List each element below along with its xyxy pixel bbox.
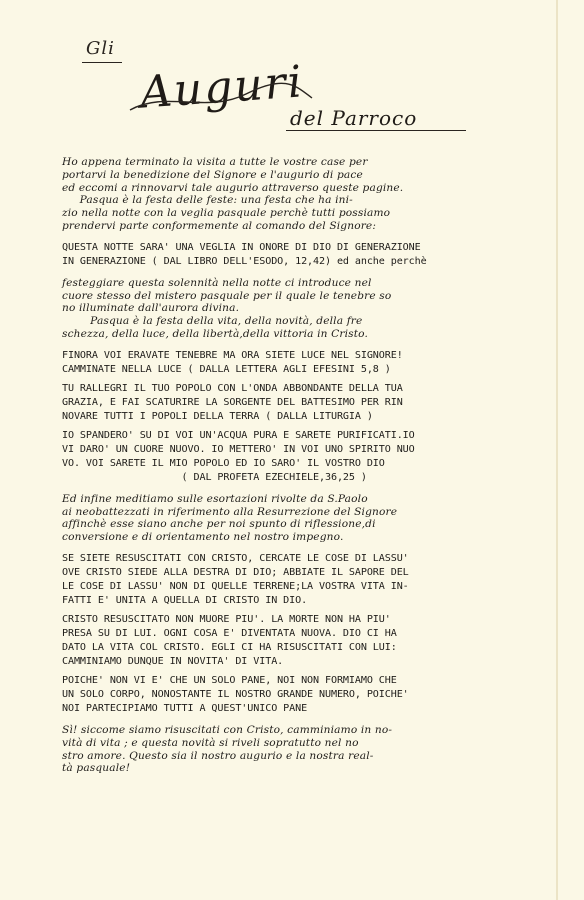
text-line: Sì! siccome siamo risuscitati con Cristo, camminiamo in no-: [62, 723, 393, 736]
text-line: ai neobattezzati in riferimento alla Resurrezione del Signore: [62, 505, 398, 518]
quoted-passage: [62, 349, 532, 485]
letter-paragraph: [62, 493, 532, 544]
text-line: vità di vita ; e questa novità si riveli sopratutto nel no: [62, 736, 359, 749]
pre-title-underline: [82, 62, 122, 63]
text-line: tà pasquale!: [62, 762, 131, 775]
text-line: VI DARO' UN CUORE NUOVO. IO METTERO' IN VOI UNO SPIRITO NUO: [62, 443, 415, 455]
page-title: Auguri: [138, 56, 306, 119]
text-line: CAMMINIAMO DUNQUE IN NOVITA' DI VITA.: [62, 655, 284, 667]
text-line: Pasqua è la festa delle feste: una festa che ha ini-: [62, 194, 353, 207]
text-line: cuore stesso del mistero pasquale per il quale le tenebre so: [62, 289, 392, 302]
text-line: NOVARE TUTTI I POPOLI DELLA TERRA ( DALLA LITURGIA ): [62, 410, 373, 422]
text-line: prendervi parte conformemente al comando del Signore:: [62, 219, 377, 232]
text-line: CRISTO RESUSCITATO NON MUORE PIU'. LA MORTE NON HA PIU': [62, 613, 391, 625]
subtitle-underline: [286, 130, 466, 131]
text-line: FINORA VOI ERAVATE TENEBRE MA ORA SIETE LUCE NEL SIGNORE!: [62, 349, 403, 361]
text-line: CAMMINATE NELLA LUCE ( DALLA LETTERA AGLI EFESINI 5,8 ): [62, 363, 391, 375]
text-line: POICHE' NON VI E' CHE UN SOLO PANE, NOI NON FORMIAMO CHE: [62, 674, 397, 686]
letter-body: [62, 156, 532, 783]
text-line: SE SIETE RESUSCITATI CON CRISTO, CERCATE LE COSE DI LASSU': [62, 552, 409, 564]
text-line: portarvi la benedizione del Signore e l'augurio di pace: [62, 168, 363, 181]
text-line: UN SOLO CORPO, NONOSTANTE IL NOSTRO GRANDE NUMERO, POICHE': [62, 688, 409, 700]
text-line: stro amore. Questo sia il nostro augurio e la nostra real-: [62, 749, 374, 762]
text-line: FATTI E' UNITA A QUELLA DI CRISTO IN DIO.: [62, 594, 308, 606]
text-line: ( DAL PROFETA EZECHIELE,36,25 ): [62, 471, 367, 483]
subtitle: del Parroco: [290, 106, 418, 130]
text-line: PRESA SU DI LUI. OGNI COSA E' DIVENTATA NUOVA. DIO CI HA: [62, 627, 397, 639]
text-line: OVE CRISTO SIEDE ALLA DESTRA DI DIO; ABBIATE IL SAPORE DEL: [62, 566, 409, 578]
text-line: IN GENERAZIONE ( DAL LIBRO DELL'ESODO, 12,42) ed anche perchè: [62, 255, 427, 267]
quoted-passage: [62, 552, 532, 716]
text-line: no illuminate dall'aurora divina.: [62, 302, 240, 315]
text-line: Ho appena terminato la visita a tutte le vostre case per: [62, 156, 368, 168]
text-line: QUESTA NOTTE SARA' UNA VEGLIA IN ONORE DI DIO DI GENERAZIONE: [62, 241, 421, 253]
text-line: NOI PARTECIPIAMO TUTTI A QUEST'UNICO PANE: [62, 702, 308, 714]
text-line: conversione e di orientamento nel nostro impegno.: [62, 531, 344, 544]
text-line: Ed infine meditiamo sulle esortazioni rivolte da S.Paolo: [62, 492, 368, 505]
text-line: ed eccomi a rinnovarvi tale augurio attraverso queste pagine.: [62, 181, 404, 194]
text-line: VO. VOI SARETE IL MIO POPOLO ED IO SARO' IL VOSTRO DIO: [62, 457, 385, 469]
text-line: affinchè esse siano anche per noi spunto di riflessione,di: [62, 518, 376, 531]
text-line: TU RALLEGRI IL TUO POPOLO CON L'ONDA ABBONDANTE DELLA TUA: [62, 382, 403, 394]
pre-title: Gli: [86, 38, 115, 59]
text-line: DATO LA VITA COL CRISTO. EGLI CI HA RISUSCITATI CON LUI:: [62, 641, 397, 653]
letter-paragraph: [62, 724, 532, 775]
text-line: zio nella notte con la veglia pasquale perchè tutti possiamo: [62, 207, 391, 220]
letter-paragraph: [62, 156, 532, 233]
text-line: schezza, della luce, della libertà,della vittoria in Cristo.: [62, 327, 368, 340]
text-line: festeggiare questa solennità nella notte ci introduce nel: [62, 276, 372, 289]
quoted-passage: [62, 241, 532, 269]
text-line: IO SPANDERO' SU DI VOI UN'ACQUA PURA E SARETE PURIFICATI.IO: [62, 429, 415, 441]
text-line: GRAZIA, E FAI SCATURIRE LA SORGENTE DEL BATTESIMO PER RIN: [62, 396, 403, 408]
text-line: LE COSE DI LASSU' NON DI QUELLE TERRENE;LA VOSTRA VITA IN-: [62, 580, 409, 592]
title-swash: [126, 80, 316, 120]
letter-paragraph: [62, 277, 532, 341]
letter-header: [0, 0, 584, 140]
text-line: Pasqua è la festa della vita, della novità, della fre: [62, 315, 363, 328]
